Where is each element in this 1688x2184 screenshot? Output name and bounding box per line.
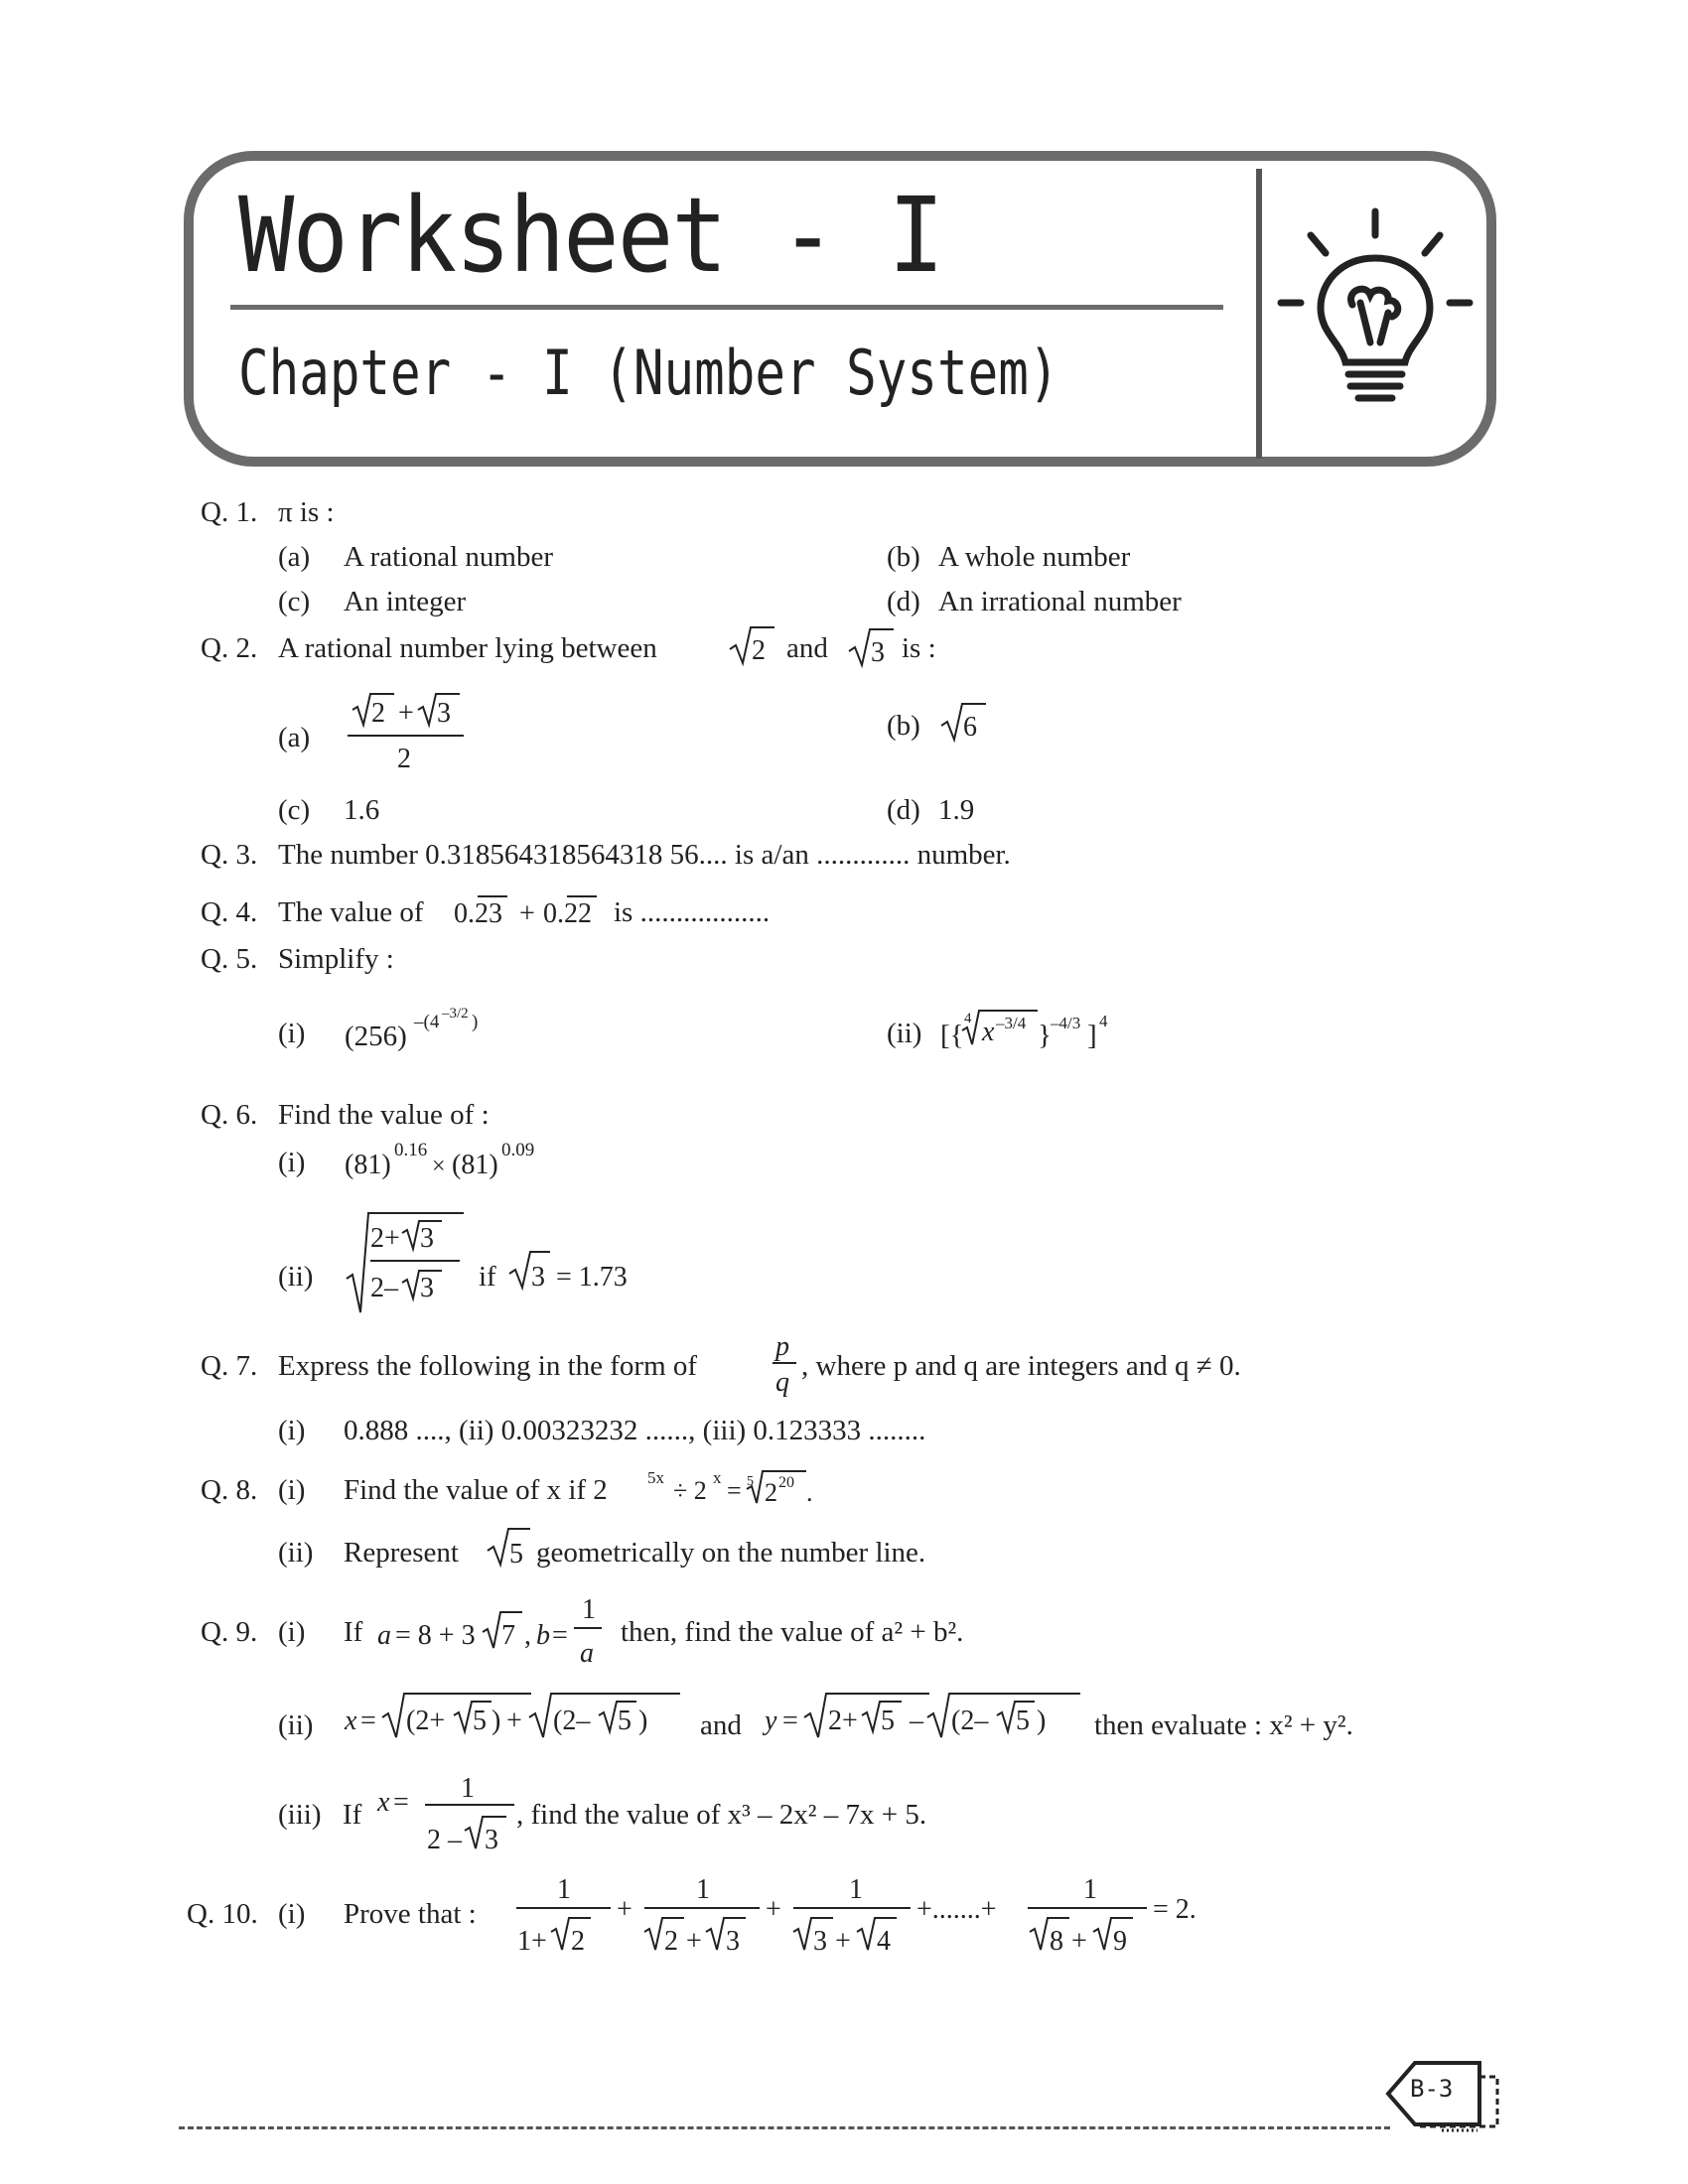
q5-i-expression [343, 998, 511, 1052]
q8-ii-end: geometrically on the number line. [536, 1537, 926, 1569]
q9-i-label: (i) [278, 1616, 306, 1648]
svg-text:): ) [492, 1706, 501, 1736]
svg-text:=: = [393, 1787, 409, 1818]
svg-text:=: = [552, 1620, 568, 1651]
q6-ii-expression [343, 1209, 467, 1318]
svg-text:]: ] [1087, 1020, 1097, 1049]
q8-ii-start: Represent [344, 1537, 459, 1569]
svg-text:+: + [686, 1926, 702, 1957]
svg-text:+: + [519, 898, 535, 929]
svg-text:(2–: (2– [553, 1706, 591, 1736]
svg-text:a: a [580, 1638, 594, 1669]
q2-opt-c: 1.6 [344, 794, 380, 826]
svg-text:4: 4 [964, 1011, 972, 1026]
q1-opt-c-label: (c) [278, 586, 311, 617]
q2-opt-d: 1.9 [938, 794, 975, 826]
svg-text:): ) [638, 1706, 648, 1736]
q6-ii-condition [506, 1248, 635, 1294]
header-divider [1256, 169, 1262, 459]
svg-text:5: 5 [509, 1539, 523, 1570]
q2-opt-a-fraction [343, 690, 467, 774]
svg-text:1: 1 [849, 1874, 863, 1905]
q7-i-text: 0.888 ...., (ii) 0.00323232 ......, (iii) 0.123333 ........ [344, 1415, 926, 1446]
svg-text:4: 4 [877, 1926, 891, 1957]
q2-opt-c-label: (c) [278, 794, 311, 826]
q10-i-text: Prove that : [344, 1898, 477, 1930]
q8-i-expression [647, 1461, 826, 1509]
svg-text:+: + [835, 1926, 851, 1957]
q2-opt-b-label: (b) [887, 710, 920, 742]
q3-text: The number 0.318564318564318 56.... is a/an ............. number. [278, 839, 1011, 871]
svg-text:1: 1 [1083, 1874, 1097, 1905]
svg-text:1: 1 [461, 1773, 475, 1804]
svg-text:2: 2 [765, 1478, 777, 1507]
worksheet-title: Worksheet - I [238, 175, 943, 296]
lightbulb-icon [1271, 204, 1479, 417]
q2-number: Q. 2. [201, 632, 258, 664]
svg-text:2: 2 [664, 1926, 678, 1957]
svg-text:2–: 2– [370, 1273, 398, 1303]
q8-ii-sqrt5 [485, 1525, 534, 1570]
svg-text:b: b [536, 1620, 550, 1651]
q1-text: π is : [278, 496, 335, 528]
footer-dashed-line [179, 2126, 1390, 2129]
svg-text:a: a [377, 1620, 391, 1651]
svg-text:4: 4 [1099, 1012, 1108, 1030]
svg-text:3: 3 [437, 698, 451, 729]
q6-text: Find the value of : [278, 1099, 490, 1131]
q1-opt-b: A whole number [938, 541, 1131, 573]
svg-text:–4/3: –4/3 [1051, 1014, 1081, 1032]
svg-text:–: – [910, 1706, 923, 1736]
q1-opt-d-label: (d) [887, 586, 920, 617]
svg-text:2: 2 [397, 744, 411, 774]
svg-text:5: 5 [618, 1706, 632, 1736]
svg-text:3: 3 [813, 1926, 827, 1957]
svg-text:[{: [{ [940, 1020, 964, 1049]
svg-text:x: x [377, 1787, 390, 1818]
svg-text:0.22: 0.22 [543, 898, 592, 929]
q2-is: is : [902, 632, 936, 664]
svg-text:}: } [1038, 1020, 1052, 1049]
q6-ii-label: (ii) [278, 1261, 314, 1293]
q7-p-over-q [770, 1325, 799, 1400]
q5-i-label: (i) [278, 1018, 306, 1049]
q8-i-text: Find the value of x if 2 [344, 1474, 608, 1506]
svg-text:(81): (81) [452, 1150, 498, 1179]
q7-text-end: , where p and q are integers and q ≠ 0. [801, 1350, 1241, 1382]
q1-number: Q. 1. [201, 496, 258, 528]
svg-text:(2+: (2+ [406, 1706, 446, 1736]
svg-text:+.......+: +.......+ [916, 1894, 997, 1925]
q5-number: Q. 5. [201, 943, 258, 975]
q9-ii-label: (ii) [278, 1709, 314, 1741]
q4-text: The value of [278, 896, 424, 928]
q9-iii-text: , find the value of x³ – 2x² – 7x + 5. [516, 1799, 927, 1831]
q2-sqrt3 [846, 625, 896, 669]
svg-text:2+: 2+ [370, 1223, 400, 1254]
q2-sqrt2 [727, 623, 776, 667]
svg-text:–3/4: –3/4 [996, 1014, 1027, 1032]
svg-text:2: 2 [371, 698, 385, 729]
q1-opt-c: An integer [344, 586, 467, 617]
svg-text:2+: 2+ [828, 1706, 858, 1736]
q9-i-text: then, find the value of a² + b². [621, 1616, 964, 1648]
svg-text:2: 2 [571, 1926, 585, 1957]
svg-text:x: x [345, 1706, 357, 1736]
svg-text:3: 3 [726, 1926, 740, 1957]
q8-ii-label: (ii) [278, 1537, 314, 1569]
svg-text:0.16: 0.16 [394, 1140, 428, 1160]
svg-text:3: 3 [420, 1273, 434, 1303]
q10-number: Q. 10. [187, 1898, 258, 1930]
q9-i-if: If [344, 1616, 363, 1648]
svg-text:20: 20 [778, 1474, 794, 1491]
q1-opt-b-label: (b) [887, 541, 920, 573]
q4-number: Q. 4. [201, 896, 258, 928]
q9-ii-y-expression [763, 1688, 1100, 1742]
svg-text:3: 3 [531, 1262, 545, 1293]
svg-text:5x: 5x [647, 1468, 664, 1487]
q9-ii-x-expression [343, 1688, 715, 1742]
svg-text:q: q [775, 1367, 789, 1398]
q5-ii-label: (ii) [887, 1018, 922, 1049]
svg-text:3: 3 [871, 637, 885, 668]
q10-i-expression [511, 1866, 1226, 1966]
svg-text:5: 5 [473, 1706, 487, 1736]
svg-text:(256): (256) [345, 1021, 407, 1052]
svg-text:0.23: 0.23 [454, 898, 502, 929]
svg-text:,: , [524, 1620, 531, 1651]
q7-i-label: (i) [278, 1415, 306, 1446]
svg-text:5: 5 [747, 1474, 754, 1489]
q2-text: A rational number lying between [278, 632, 657, 664]
svg-text:+: + [617, 1894, 633, 1925]
q5-ii-expression [938, 995, 1137, 1049]
svg-text:): ) [1037, 1706, 1047, 1736]
q4-expression [452, 887, 611, 930]
svg-text:+: + [1071, 1926, 1087, 1957]
svg-text:+: + [766, 1894, 781, 1925]
q8-number: Q. 8. [201, 1474, 258, 1506]
q7-text-start: Express the following in the form of [278, 1350, 698, 1382]
svg-text:= 1.73: = 1.73 [556, 1262, 628, 1293]
svg-text:=: = [360, 1706, 376, 1736]
q9-iii-expression [375, 1767, 524, 1866]
svg-text:x: x [713, 1468, 722, 1487]
q9-ii-and: and [700, 1709, 742, 1741]
q2-opt-b-sqrt6 [938, 700, 990, 744]
q1-opt-a: A rational number [344, 541, 554, 573]
svg-text:1: 1 [582, 1594, 596, 1625]
q2-and: and [786, 632, 828, 664]
svg-text:y: y [765, 1706, 777, 1736]
svg-text:=: = [782, 1706, 798, 1736]
svg-text:÷ 2: ÷ 2 [673, 1476, 707, 1505]
q1-opt-d: An irrational number [938, 586, 1182, 617]
q9-ii-text: then evaluate : x² + y². [1094, 1709, 1353, 1741]
q6-ii-if: if [479, 1261, 496, 1293]
q2-opt-d-label: (d) [887, 794, 920, 826]
svg-text:9: 9 [1113, 1926, 1127, 1957]
svg-text:= 2.: = 2. [1153, 1894, 1196, 1925]
q9-i-expression [375, 1586, 614, 1676]
q5-text: Simplify : [278, 943, 394, 975]
svg-text:0.09: 0.09 [501, 1140, 535, 1160]
svg-text:5: 5 [1016, 1706, 1030, 1736]
q9-number: Q. 9. [201, 1616, 258, 1648]
svg-text:–(4: –(4 [414, 1012, 440, 1032]
q6-i-expression [343, 1132, 571, 1179]
svg-text:7: 7 [501, 1620, 515, 1651]
q10-i-label: (i) [278, 1898, 306, 1930]
q6-i-label: (i) [278, 1147, 306, 1178]
svg-text:=: = [727, 1476, 742, 1505]
svg-text:5: 5 [881, 1706, 895, 1736]
svg-text:): ) [472, 1012, 479, 1032]
q9-iii-label: (iii) [278, 1799, 322, 1831]
svg-text:2 –: 2 – [427, 1825, 462, 1855]
q4-rest: is .................. [614, 896, 771, 928]
svg-text:2: 2 [752, 635, 766, 666]
svg-text:.: . [806, 1478, 813, 1507]
q3-number: Q. 3. [201, 839, 258, 871]
svg-text:–3/2: –3/2 [442, 1006, 469, 1022]
q2-opt-a-label: (a) [278, 722, 311, 753]
svg-text:3: 3 [420, 1223, 434, 1254]
title-rule [230, 305, 1223, 310]
q1-opt-a-label: (a) [278, 541, 311, 573]
svg-text:8: 8 [1050, 1926, 1063, 1957]
page-number: B-3 [1410, 2075, 1454, 2103]
q7-number: Q. 7. [201, 1350, 258, 1382]
svg-text:= 8 + 3: = 8 + 3 [395, 1620, 476, 1651]
svg-text:6: 6 [963, 712, 977, 743]
svg-text:p: p [775, 1331, 789, 1362]
svg-text:3: 3 [485, 1825, 498, 1855]
q8-i-label: (i) [278, 1474, 306, 1506]
svg-text:(81): (81) [345, 1150, 391, 1179]
svg-text:x: x [982, 1017, 995, 1047]
chapter-subtitle: Chapter - I (Number System) [238, 337, 1059, 409]
svg-text:+: + [398, 698, 414, 729]
svg-text:(2–: (2– [951, 1706, 989, 1736]
svg-text:1: 1 [696, 1874, 710, 1905]
svg-text:1+: 1+ [517, 1926, 547, 1957]
q6-number: Q. 6. [201, 1099, 258, 1131]
svg-text:×: × [432, 1154, 446, 1179]
svg-text:1: 1 [557, 1874, 571, 1905]
svg-text:+: + [506, 1706, 522, 1736]
q9-iii-if: If [343, 1799, 362, 1831]
